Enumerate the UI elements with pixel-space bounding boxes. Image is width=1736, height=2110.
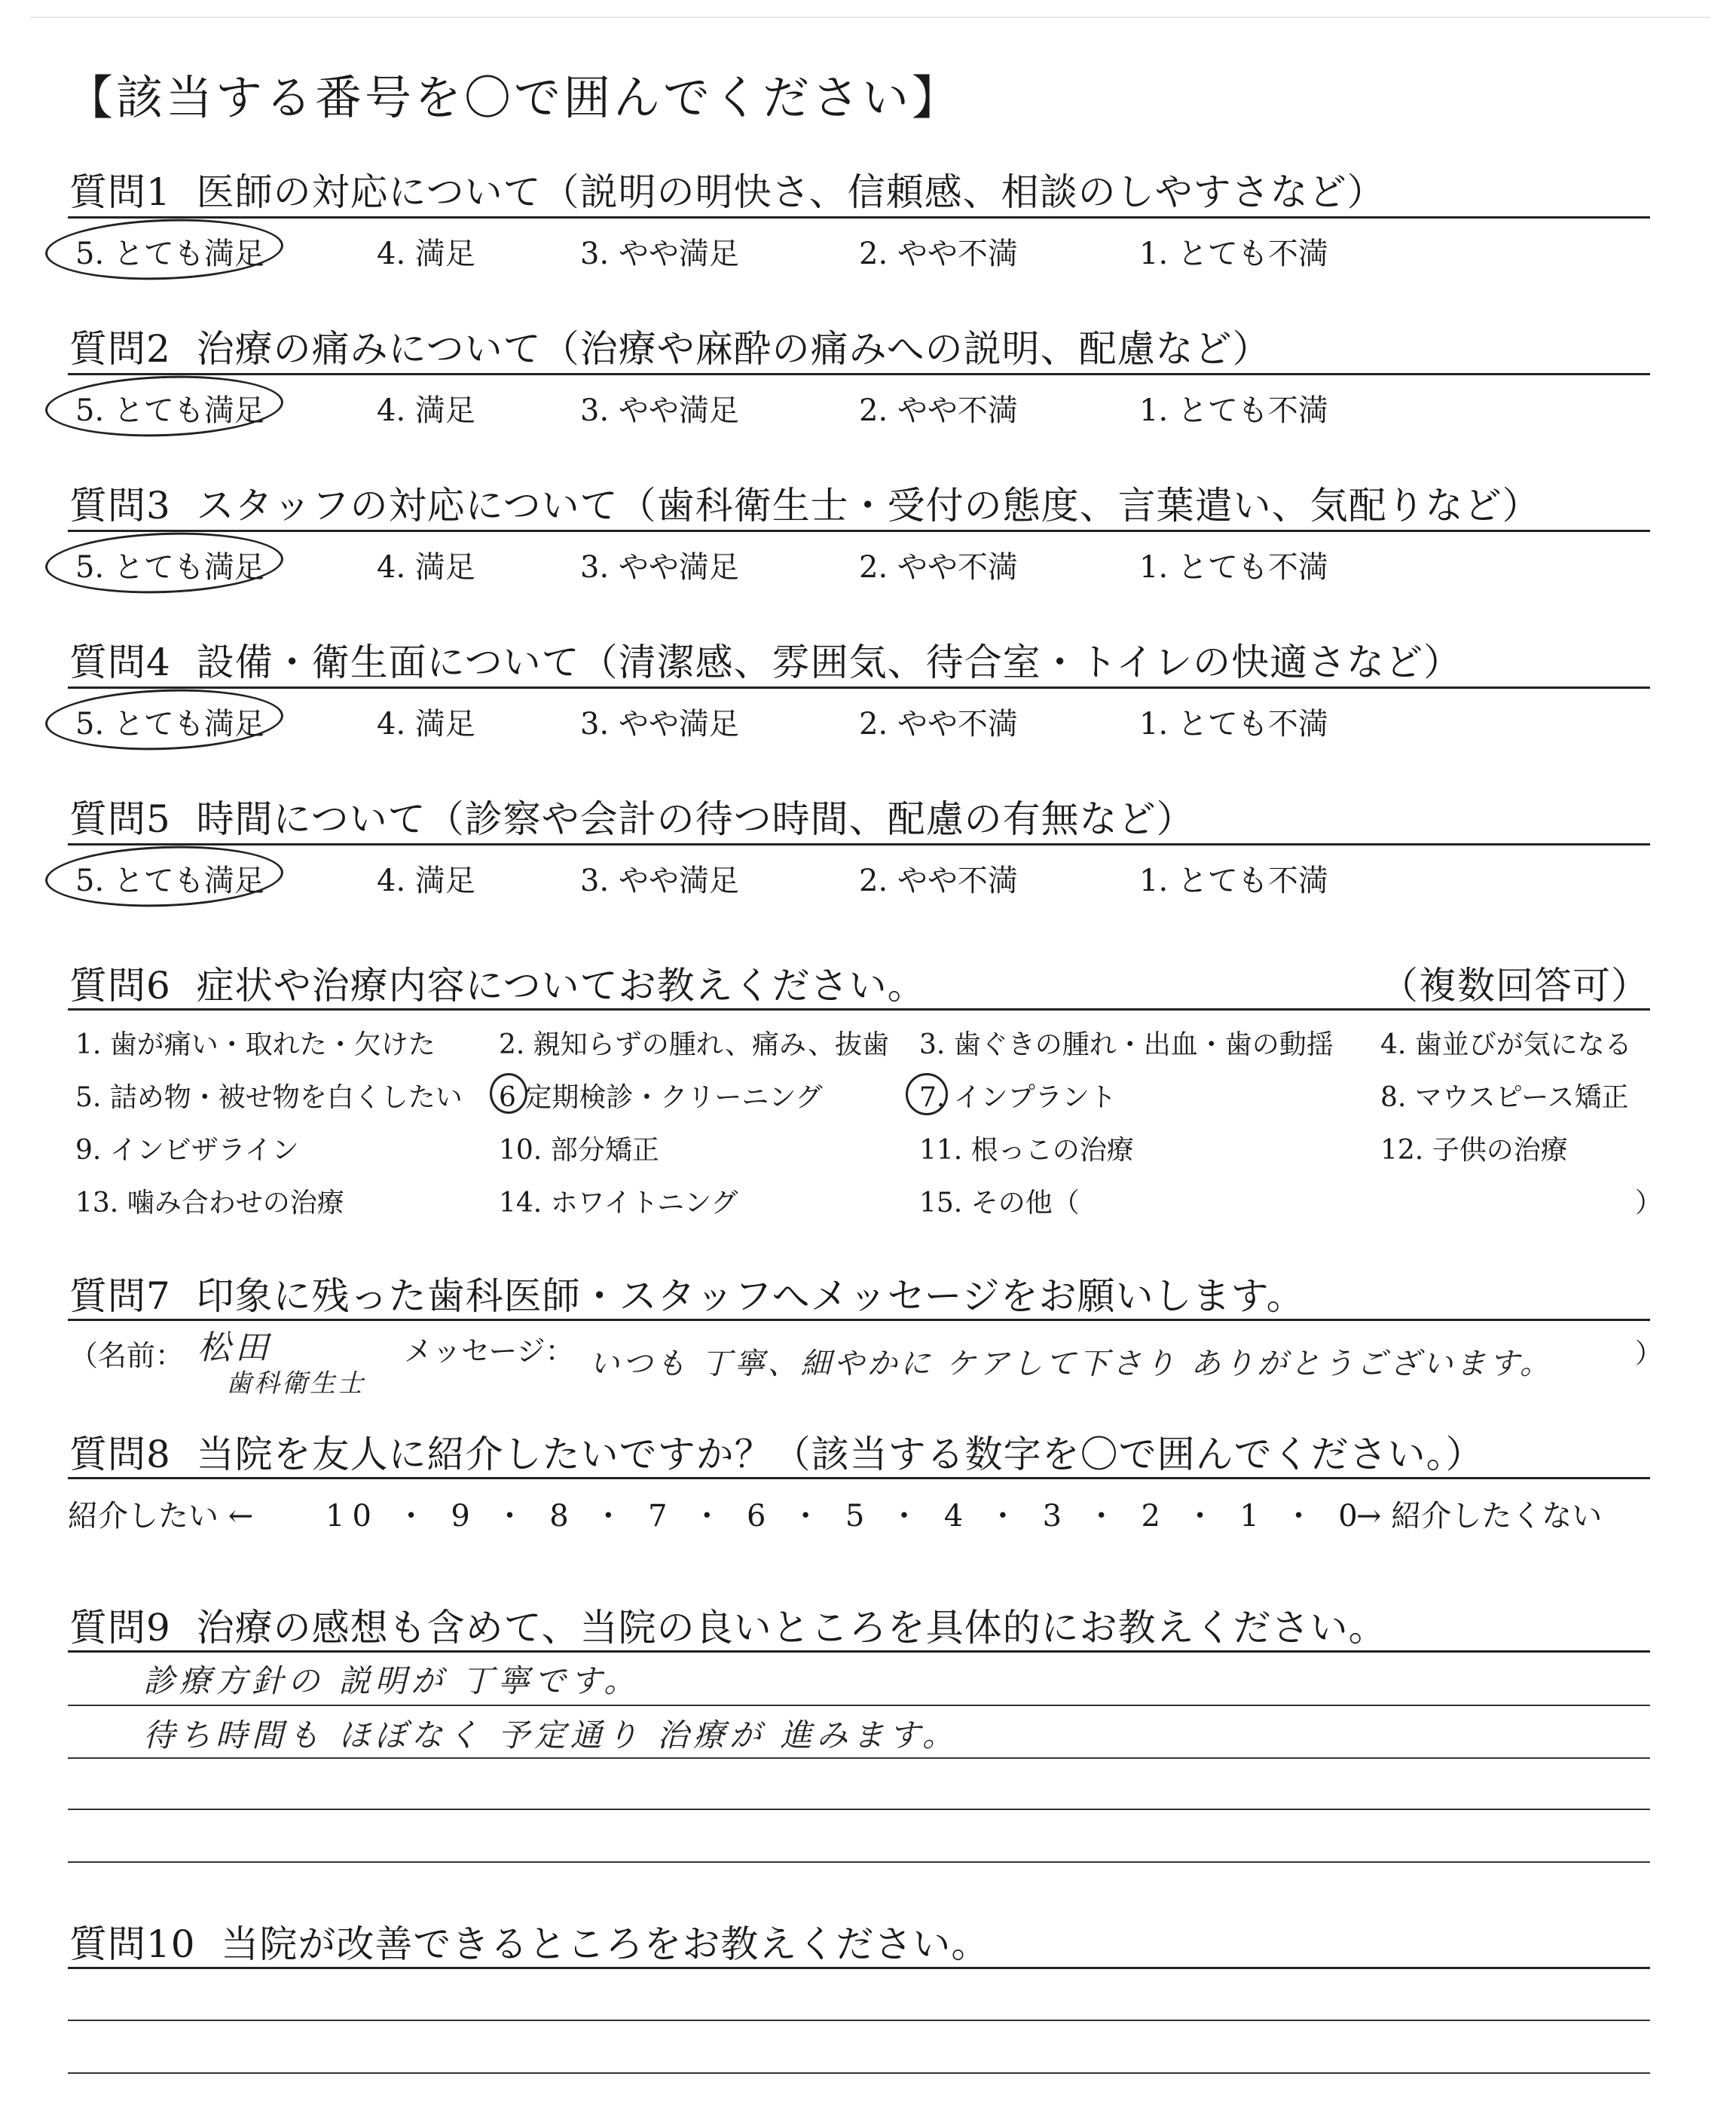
q6-rule [68,1008,1650,1011]
q1-option-5[interactable]: 5. とても満足 [75,237,264,271]
q1-option-3[interactable]: 3. やや満足 [580,237,739,271]
q6-item-7[interactable]: 7. インプラント [919,1082,1117,1113]
q10-text: 当院が改善できるところをお教えください。 [221,1922,990,1966]
q6-item-1[interactable]: 1. 歯が痛い・取れた・欠けた [75,1029,436,1060]
q5-rule [68,843,1650,846]
q7-name-hand-1: 松田 [197,1329,273,1367]
q9-line-1 [68,1705,1650,1706]
q2-text: 治療の痛みについて（治療や麻酔の痛みへの説明、配慮など） [196,327,1271,371]
q1-selection-circle [44,216,285,284]
q4-selection-circle [44,686,285,754]
q5-text: 時間について（診察や会計の待つ時間、配慮の有無など） [196,797,1195,841]
q10-line-2 [68,2072,1650,2074]
q4-option-3[interactable]: 3. やや満足 [580,707,739,742]
q1-text: 医師の対応について（説明の明快さ、信頼感、相談のしやすさなど） [196,170,1386,214]
q7-text: 印象に残った歯科医師・スタッフへメッセージをお願いします。 [196,1274,1305,1318]
q4-option-1[interactable]: 1. とても不満 [1139,707,1328,742]
q9-label: 質問9 [69,1606,171,1650]
q6-item-11[interactable]: 11. 根っこの治療 [919,1135,1134,1166]
q5-option-5[interactable]: 5. とても満足 [75,864,264,898]
q6-item-3[interactable]: 3. 歯ぐきの腫れ・出血・歯の動揺 [919,1029,1334,1060]
q4-heading [69,632,1462,687]
q8-rule [68,1477,1650,1479]
q2-option-4[interactable]: 4. 満足 [377,393,475,428]
q3-text: スタッフの対応について（歯科衛生士・受付の態度、言葉遣い、気配りなど） [196,484,1541,528]
scan-top-edge [30,17,1710,18]
q3-heading [69,476,1541,530]
q9-line-4 [68,1861,1650,1863]
q2-option-5[interactable]: 5. とても満足 [75,393,264,428]
q10-label: 質問10 [69,1922,196,1966]
q7-message-hand: いつも 丁寧、細やかに ケアして下さり ありがとうございます。 [589,1347,1553,1381]
q8-right-label: → 紹介したくない [1356,1499,1603,1534]
q2-label: 質問2 [69,327,171,371]
q5-option-3[interactable]: 3. やや満足 [580,864,739,898]
q8-text: 当院を友人に紹介したいですか？（該当する数字を〇で囲んでください。） [196,1433,1484,1476]
q2-option-3[interactable]: 3. やや満足 [580,393,739,428]
q1-label: 質問1 [69,170,171,214]
q5-heading [69,789,1195,843]
q6-item-2[interactable]: 2. 親知らずの腫れ、痛み、抜歯 [499,1029,890,1060]
q3-option-4[interactable]: 4. 満足 [377,550,475,585]
q9-text: 治療の感想も含めて、当院の良いところを具体的にお教えください。 [196,1606,1387,1650]
q6-item-6[interactable]: 6 定期検診・クリーニング [499,1082,823,1113]
q5-option-1[interactable]: 1. とても不満 [1139,864,1328,898]
q6-item-15[interactable]: 15. その他（ [919,1188,1080,1219]
q3-selection-circle [44,529,285,598]
q6-circle-7 [906,1073,948,1115]
q5-option-2[interactable]: 2. やや不満 [859,864,1018,898]
q4-label: 質問4 [69,641,171,684]
q3-option-5[interactable]: 5. とても満足 [75,550,264,585]
q8-left-label: 紹介したい ← [68,1499,254,1534]
q3-label: 質問3 [69,484,171,528]
q6-label: 質問6 [69,964,171,1008]
q6-item-8[interactable]: 8. マウスピース矯正 [1380,1082,1629,1113]
q1-rule [68,216,1650,219]
q9-line-2 [68,1757,1650,1759]
q6-item-4[interactable]: 4. 歯並びが気になる [1380,1029,1632,1060]
q10-rule [68,1967,1650,1969]
q9-heading [69,1598,1387,1652]
q6-note: （複数回答可） [1380,964,1649,1008]
q3-option-1[interactable]: 1. とても不満 [1139,550,1328,585]
q2-option-1[interactable]: 1. とても不満 [1139,393,1328,428]
q9-hand-line-1: 診療方針の 説明が 丁寧です。 [143,1662,640,1699]
q8-label: 質問8 [69,1433,171,1476]
q5-label: 質問5 [69,797,171,841]
q6-item-14[interactable]: 14. ホワイトニング [499,1188,738,1219]
q1-option-4[interactable]: 4. 満足 [377,237,475,271]
q10-line-1 [68,2020,1650,2021]
q7-label: 質問7 [69,1274,171,1318]
q2-option-2[interactable]: 2. やや不満 [859,393,1018,428]
q5-option-4[interactable]: 4. 満足 [377,864,475,898]
q1-option-2[interactable]: 2. やや不満 [859,237,1018,271]
q2-rule [68,373,1650,375]
q6-circle-6 [490,1073,527,1114]
q6-item-9[interactable]: 9. インビザライン [75,1135,299,1166]
q5-selection-circle [44,842,285,911]
q3-option-3[interactable]: 3. やや満足 [580,550,739,585]
q4-option-5[interactable]: 5. とても満足 [75,707,264,742]
q7-message-label: メッセージ： [404,1335,574,1368]
q7-heading [69,1266,1305,1320]
q8-heading [69,1424,1484,1479]
q3-rule [68,530,1650,532]
q7-close-paren: ） [1635,1338,1663,1369]
q6-item-10[interactable]: 10. 部分矯正 [499,1135,659,1166]
q2-heading [69,319,1271,373]
q2-selection-circle [44,372,285,441]
form-title: 【該当する番号を〇で囲んでください】 [66,70,962,125]
q4-option-4[interactable]: 4. 満足 [377,707,475,742]
q6-other-close: ） [1635,1188,1663,1219]
q1-option-1[interactable]: 1. とても不満 [1139,237,1328,271]
q3-option-2[interactable]: 2. やや不満 [859,550,1018,585]
q4-option-2[interactable]: 2. やや不満 [859,707,1018,742]
q6-text: 症状や治療内容についてお教えください。 [196,964,926,1008]
q6-item-5[interactable]: 5. 詰め物・被せ物を白くしたい [75,1082,463,1113]
q1-heading [69,162,1386,216]
q8-scale: 10 ・ 9 ・ 8 ・ 7 ・ 6 ・ 5 ・ 4 ・ 3 ・ 2 ・ 1 ・ 0 [326,1499,1365,1534]
q9-hand-line-2: 待ち時間も ほぼなく 予定通り 治療が 進みます。 [143,1717,959,1754]
q7-name-label: （名前： [69,1339,185,1372]
q6-heading [69,956,926,1010]
q6-item-12[interactable]: 12. 子供の治療 [1380,1135,1568,1166]
q9-line-3 [68,1809,1650,1810]
q9-rule [68,1650,1650,1653]
q4-rule [68,687,1650,689]
q7-name-hand-2: 歯科衛生士 [226,1368,365,1399]
q10-heading [69,1914,989,1968]
q4-text: 設備・衛生面について（清潔感、雰囲気、待合室・トイレの快適さなど） [196,641,1462,684]
q7-rule [68,1319,1650,1321]
q6-item-13[interactable]: 13. 噛み合わせの治療 [75,1188,344,1219]
